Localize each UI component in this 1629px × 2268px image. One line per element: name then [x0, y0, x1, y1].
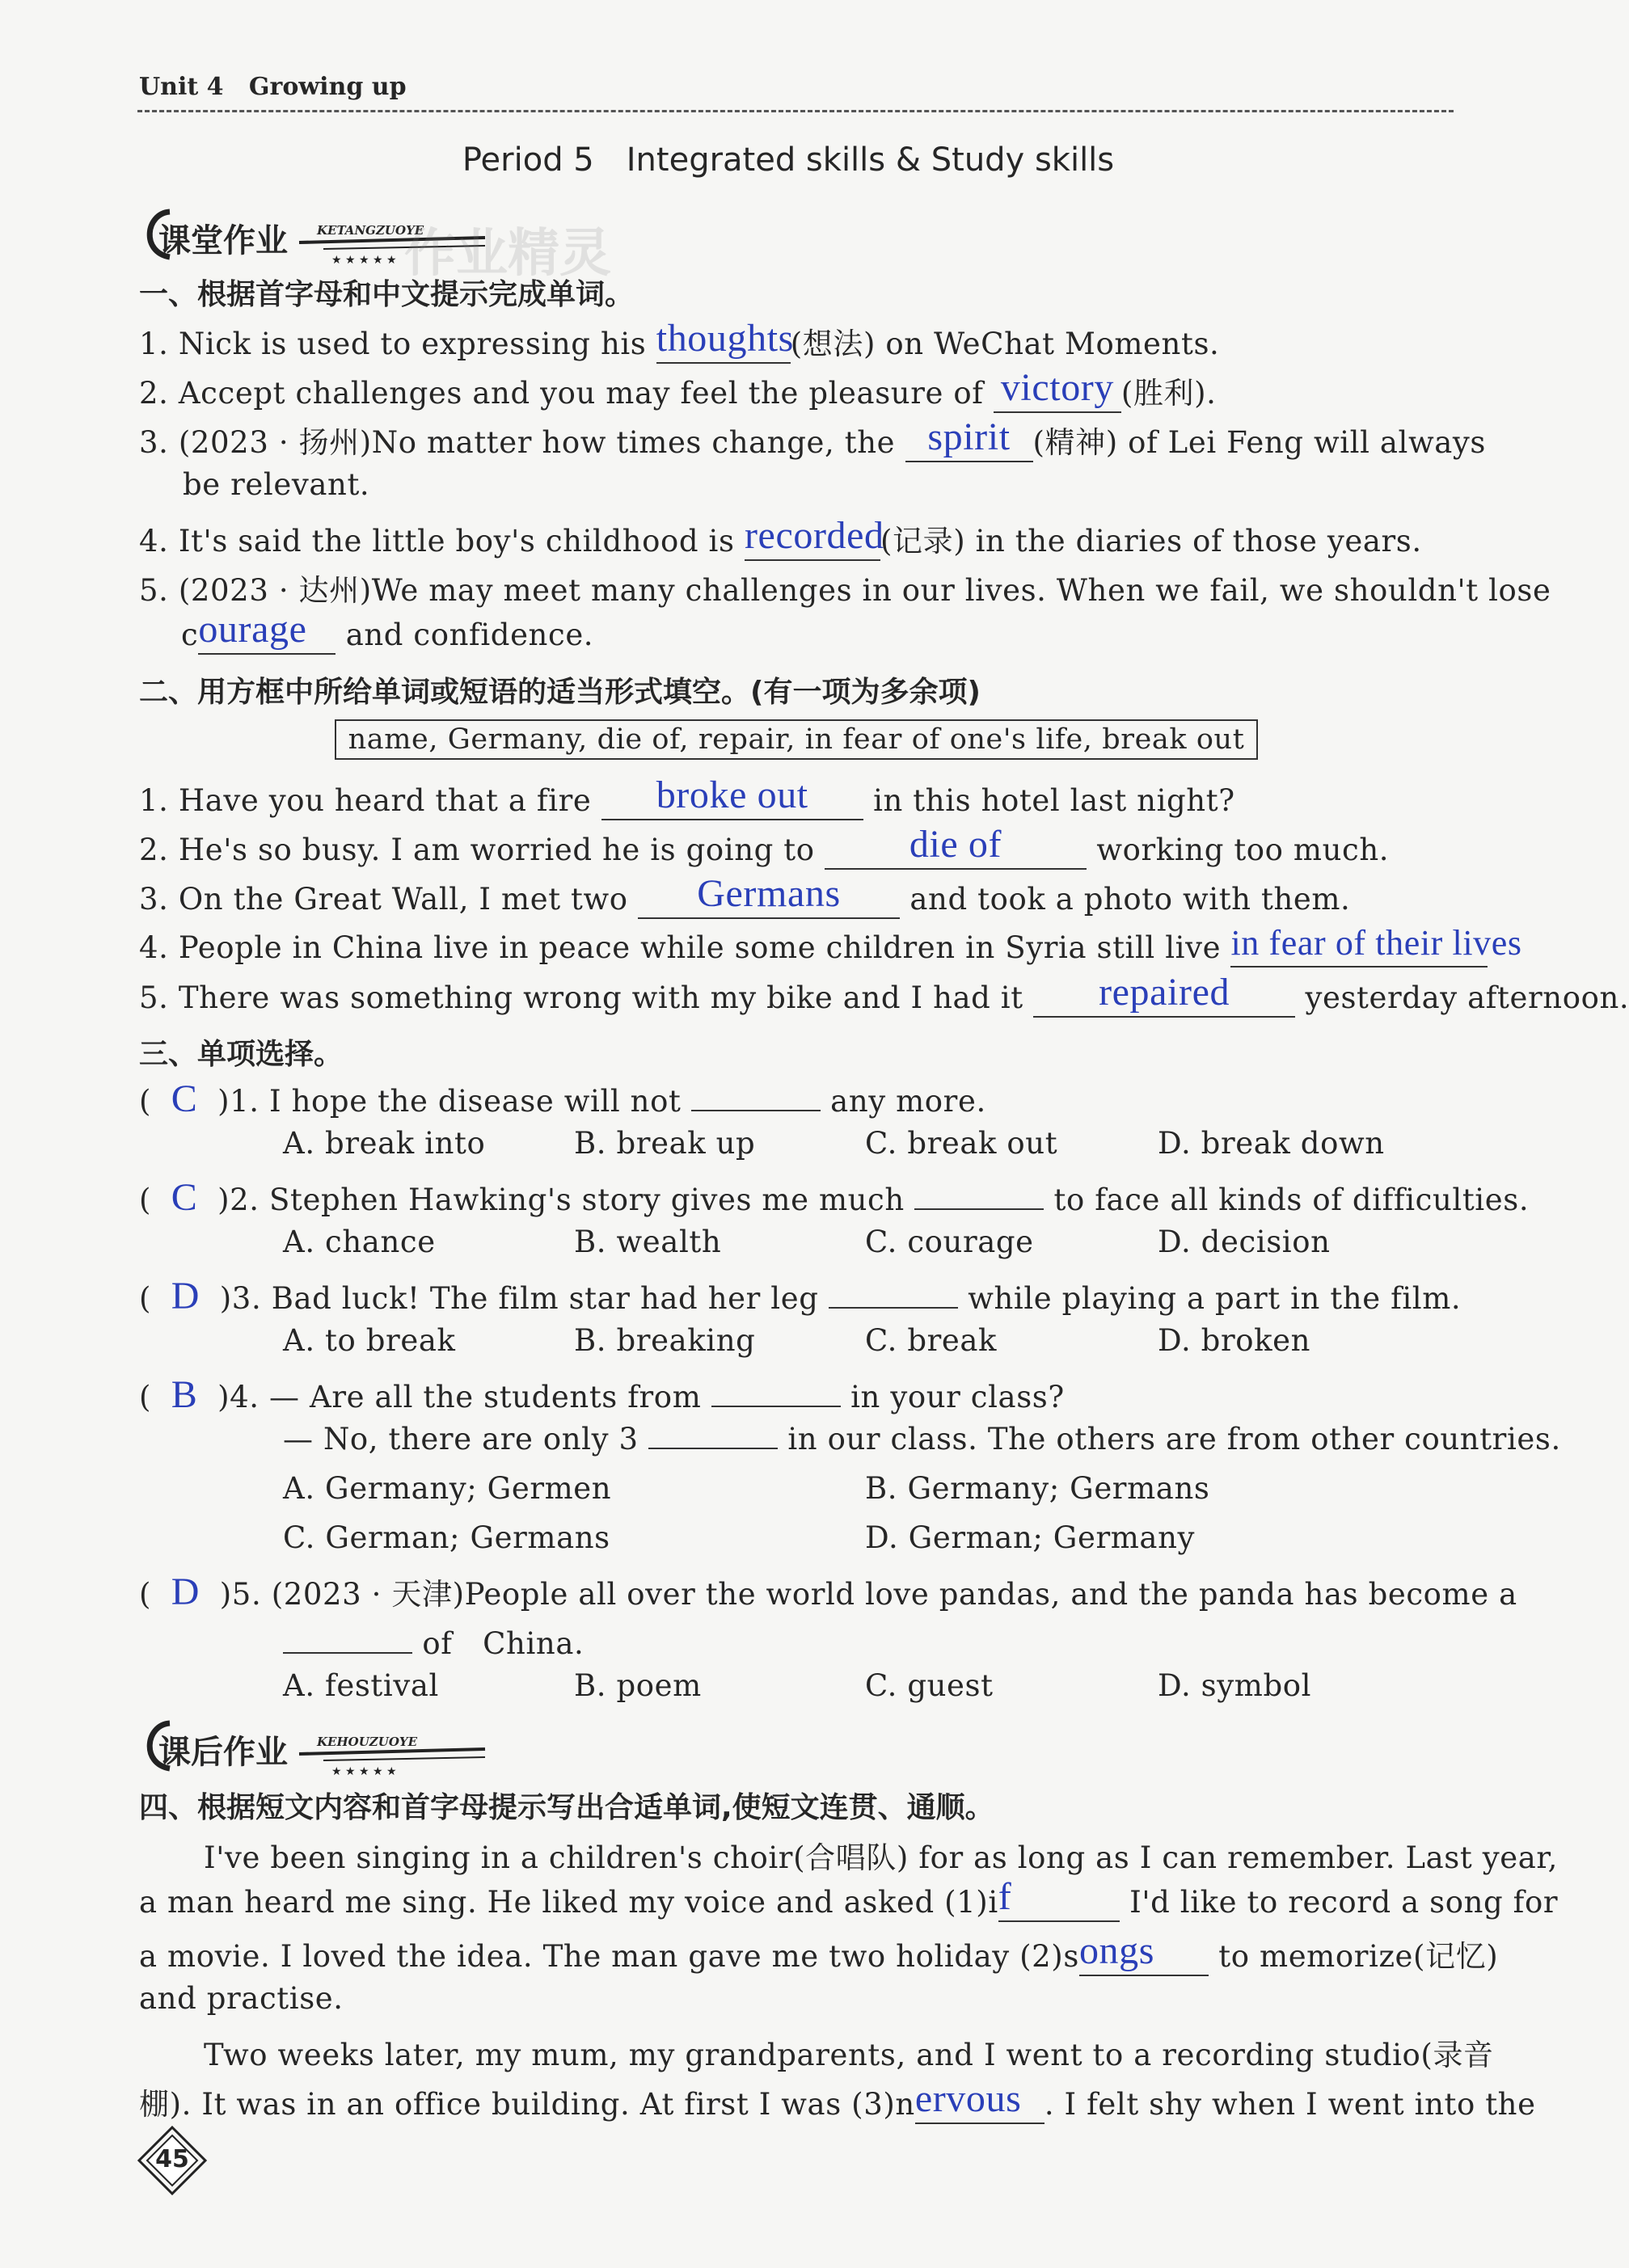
- mc-text-5b: of China.: [412, 1626, 584, 1661]
- mc-2-option-d[interactable]: D. decision: [1158, 1225, 1331, 1259]
- mc-3-option-d[interactable]: D. broken: [1158, 1323, 1311, 1358]
- passage-line-6-post: . I felt shy when I went into the: [1044, 2087, 1536, 2122]
- passage-line-5: Two weeks later, my mum, my grandparents, and I went to a recording studio(录音: [204, 2038, 1494, 2072]
- mc-blank-2[interactable]: [914, 1200, 1044, 1210]
- mc-text-4: — Are all the students from: [269, 1380, 711, 1414]
- mc-number-1: )1.: [217, 1084, 260, 1119]
- p1-item-3-text: 3. (2023 · 扬州)No matter how times change, the: [139, 425, 905, 460]
- paren-open: (: [139, 1281, 171, 1316]
- mc-blank-4a[interactable]: [711, 1397, 841, 1407]
- unit-title: Growing up: [248, 73, 407, 101]
- mc-blank-4b[interactable]: [648, 1440, 778, 1449]
- p1-item-3: [139, 415, 1486, 462]
- page-number: 45: [155, 2145, 189, 2173]
- p2-item-1-blank[interactable]: [601, 774, 863, 820]
- p1-item-4-text: 4. It's said the little boy's childhood is: [139, 524, 745, 559]
- p1-item-2-hint: (胜利).: [1120, 376, 1217, 411]
- p2-item-5-text: 5. There was something wrong with my bike and I had it: [139, 980, 1034, 1015]
- homework-section-title: 课后作业: [158, 1734, 288, 1771]
- p2-item-1-answer: broke out: [656, 774, 808, 816]
- mc-text-4d: in our class. The others are from other countries.: [777, 1422, 1561, 1456]
- p2-item-3: [139, 872, 1351, 919]
- header-divider: [137, 110, 1454, 112]
- mc-question-4-line2: [283, 1422, 1561, 1456]
- passage-line-6-text: 棚). It was in an office building. At first I was (3)n: [139, 2087, 915, 2122]
- p1-item-4-answer: recorded: [744, 514, 884, 557]
- mc-blank-3[interactable]: [829, 1299, 958, 1309]
- p2-item-1-post: in this hotel last night?: [863, 783, 1235, 818]
- mc-2-option-b[interactable]: B. wealth: [574, 1225, 722, 1259]
- p2-item-2-blank[interactable]: [825, 823, 1087, 870]
- mc-text-1b: any more.: [820, 1084, 986, 1119]
- mc-text-3b: while playing a part in the film.: [957, 1281, 1462, 1316]
- part4-heading: 四、根据短文内容和首字母提示写出合适单词,使短文连贯、通顺。: [139, 1791, 994, 1824]
- mc-3-option-a[interactable]: A. to break: [283, 1323, 456, 1358]
- p1-item-5-cont: [181, 608, 594, 655]
- unit-header: [139, 73, 407, 101]
- mc-text-3: Bad luck! The film star had her leg: [271, 1281, 829, 1316]
- mc-3-option-b[interactable]: B. breaking: [574, 1323, 756, 1358]
- part1-heading: 一、根据首字母和中文提示完成单词。: [139, 278, 635, 311]
- passage-line-1: I've been singing in a children's choir(合唱队) for as long as I can remember. Last year,: [204, 1840, 1558, 1875]
- mc-5-option-a[interactable]: A. festival: [283, 1668, 439, 1703]
- word-box: name, Germany, die of, repair, in fear of one's life, break out: [335, 719, 1258, 760]
- mc-answer-5: D: [171, 1570, 200, 1613]
- mc-question-5: [139, 1570, 1517, 1614]
- mc-text-2b: to face all kinds of difficulties.: [1044, 1182, 1530, 1217]
- p1-item-4-hint: (记录) in the diaries of those years.: [880, 524, 1422, 559]
- mc-4-option-c[interactable]: C. German; Germans: [283, 1520, 610, 1555]
- p1-item-1-text: 1. Nick is used to expressing his: [139, 327, 656, 361]
- part2-heading: 二、用方框中所给单词或短语的适当形式填空。(有一项为多余项): [139, 676, 981, 709]
- paren-open: (: [139, 1577, 171, 1612]
- p1-item-1-blank[interactable]: [656, 317, 794, 364]
- passage-line-2-text: a man heard me sing. He liked my voice and asked (1)i: [139, 1885, 998, 1920]
- p1-item-1-hint: (想法) on WeChat Moments.: [790, 327, 1220, 361]
- p1-item-5-answer: ourage: [198, 608, 307, 651]
- p1-item-4: [139, 516, 1422, 561]
- period-title: Period 5 Integrated skills & Study skills: [462, 141, 1115, 179]
- paren-open: (: [139, 1380, 171, 1414]
- passage-answer-2: ongs: [1078, 1929, 1155, 1972]
- mc-2-option-c[interactable]: C. courage: [865, 1225, 1034, 1259]
- mc-2-option-a[interactable]: A. chance: [283, 1225, 436, 1259]
- p1-item-1-answer: thoughts: [656, 317, 794, 360]
- p2-item-2-post: working too much.: [1087, 833, 1390, 867]
- p2-item-3-blank[interactable]: [638, 872, 900, 919]
- mc-text-4c: — No, there are only 3: [283, 1422, 648, 1456]
- p1-item-3-blank[interactable]: [905, 415, 1033, 462]
- paren-open: (: [139, 1084, 171, 1119]
- class-section-title: 课堂作业: [158, 222, 288, 259]
- p1-item-2: [139, 366, 1217, 413]
- p2-item-5: [139, 971, 1629, 1018]
- p2-item-5-blank[interactable]: [1033, 971, 1295, 1018]
- mc-answer-4: B: [171, 1373, 198, 1416]
- p2-item-4-text: 4. People in China live in peace while some children in Syria still live: [139, 930, 1231, 965]
- p2-item-5-post: yesterday afternoon.: [1295, 980, 1629, 1015]
- p2-item-4-blank[interactable]: [1230, 923, 1522, 967]
- mc-5-option-b[interactable]: B. poem: [574, 1668, 702, 1703]
- p2-item-2: [139, 823, 1390, 870]
- mc-blank-5[interactable]: [283, 1644, 412, 1654]
- mc-number-2: )2.: [217, 1182, 260, 1217]
- p1-item-2-text: 2. Accept challenges and you may feel the pleasure of: [139, 376, 994, 411]
- svg-text:★ ★ ★ ★ ★: ★ ★ ★ ★ ★: [331, 254, 397, 267]
- passage-blank-3[interactable]: [914, 2077, 1045, 2124]
- p2-item-5-answer: repaired: [1099, 971, 1230, 1014]
- passage-line-2-post: I'd like to record a song for: [1119, 1885, 1559, 1920]
- mc-1-option-d[interactable]: D. break down: [1158, 1126, 1385, 1161]
- p1-item-3-cont: be relevant.: [183, 467, 370, 502]
- passage-line-3-post: to memorize(记忆): [1208, 1939, 1499, 1974]
- mc-number-5: )5.: [219, 1577, 262, 1612]
- passage-line-2: [139, 1875, 1559, 1922]
- mc-question-1: [139, 1077, 986, 1121]
- mc-5-option-c[interactable]: C. guest: [865, 1668, 994, 1703]
- mc-text-5: (2023 · 天津)People all over the world love pandas, and the panda has become a: [271, 1577, 1517, 1612]
- passage-line-4: and practise.: [139, 1981, 344, 2016]
- mc-3-option-c[interactable]: C. break: [865, 1323, 998, 1358]
- mc-5-option-d[interactable]: D. symbol: [1158, 1668, 1312, 1703]
- p2-item-1-text: 1. Have you heard that a fire: [139, 783, 601, 818]
- mc-number-4: )4.: [217, 1380, 260, 1414]
- homework-section-subtitle: KEHOUZUOYE: [317, 1735, 418, 1749]
- unit-label: Unit 4: [139, 73, 224, 101]
- p1-item-5-blank[interactable]: [198, 608, 336, 655]
- p2-item-4-answer: in fear of their lives: [1230, 923, 1522, 963]
- p1-item-5-letter: c: [181, 618, 199, 652]
- mc-4-option-d[interactable]: D. German; Germany: [865, 1520, 1196, 1555]
- page-number-badge: [136, 2124, 209, 2197]
- p1-item-3-answer: spirit: [927, 415, 1011, 458]
- passage-blank-1[interactable]: [998, 1875, 1120, 1922]
- p1-item-4-blank[interactable]: [744, 514, 884, 561]
- mc-answer-1: C: [171, 1077, 198, 1120]
- p2-item-4: [139, 923, 1522, 967]
- mc-number-3: )3.: [219, 1281, 262, 1316]
- mc-question-3: [139, 1274, 1461, 1318]
- paren-open: (: [139, 1182, 171, 1217]
- mc-text-4b: in your class?: [840, 1380, 1065, 1414]
- watermark: 作业精灵: [404, 223, 611, 284]
- p2-item-3-text: 3. On the Great Wall, I met two: [139, 882, 638, 917]
- mc-answer-2: C: [171, 1176, 198, 1219]
- passage-line-6: [139, 2077, 1536, 2124]
- svg-text:★ ★ ★ ★ ★: ★ ★ ★ ★ ★: [331, 1765, 397, 1778]
- p1-item-2-answer: victory: [1000, 366, 1114, 409]
- mc-answer-3: D: [171, 1275, 200, 1317]
- mc-question-4: [139, 1372, 1065, 1417]
- mc-1-option-b[interactable]: B. break up: [574, 1126, 756, 1161]
- p2-item-3-post: and took a photo with them.: [900, 882, 1351, 917]
- mc-question-2: [139, 1175, 1529, 1220]
- passage-answer-3: ervous: [914, 2077, 1022, 2120]
- mc-1-option-c[interactable]: C. break out: [865, 1126, 1058, 1161]
- mc-1-option-a[interactable]: A. break into: [283, 1126, 486, 1161]
- p2-item-1: [139, 774, 1235, 820]
- class-section-subtitle: KETANGZUOYE: [317, 223, 424, 238]
- passage-line-3: [139, 1929, 1499, 1976]
- passage-answer-1: f: [998, 1875, 1012, 1918]
- p2-item-2-text: 2. He's so busy. I am worried he is going to: [139, 833, 825, 867]
- mc-text-2: Stephen Hawking's story gives me much: [269, 1182, 915, 1217]
- p1-item-5: 5. (2023 · 达州)We may meet many challenges in our lives. When we fail, we shouldn't lose: [139, 573, 1551, 608]
- homework-section-logo: [137, 1714, 493, 1778]
- p1-item-5-hint: and confidence.: [336, 618, 594, 652]
- mc-text-1: I hope the disease will not: [269, 1084, 691, 1119]
- p2-item-3-answer: Germans: [697, 872, 841, 915]
- p2-item-2-answer: die of: [909, 823, 1002, 866]
- p1-item-1: [139, 319, 1219, 364]
- p1-item-3-hint: (精神) of Lei Feng will always: [1032, 425, 1486, 460]
- part3-heading: 三、单项选择。: [139, 1038, 344, 1071]
- passage-blank-2[interactable]: [1078, 1929, 1209, 1976]
- mc-blank-1[interactable]: [691, 1102, 821, 1111]
- mc-question-5-line2: [283, 1619, 584, 1663]
- passage-line-3-text: a movie. I loved the idea. The man gave me two holiday (2)s: [139, 1939, 1079, 1974]
- mc-4-option-b[interactable]: B. Germany; Germans: [865, 1471, 1210, 1506]
- p1-item-2-blank[interactable]: [994, 366, 1121, 413]
- mc-4-option-a[interactable]: A. Germany; Germen: [283, 1471, 612, 1506]
